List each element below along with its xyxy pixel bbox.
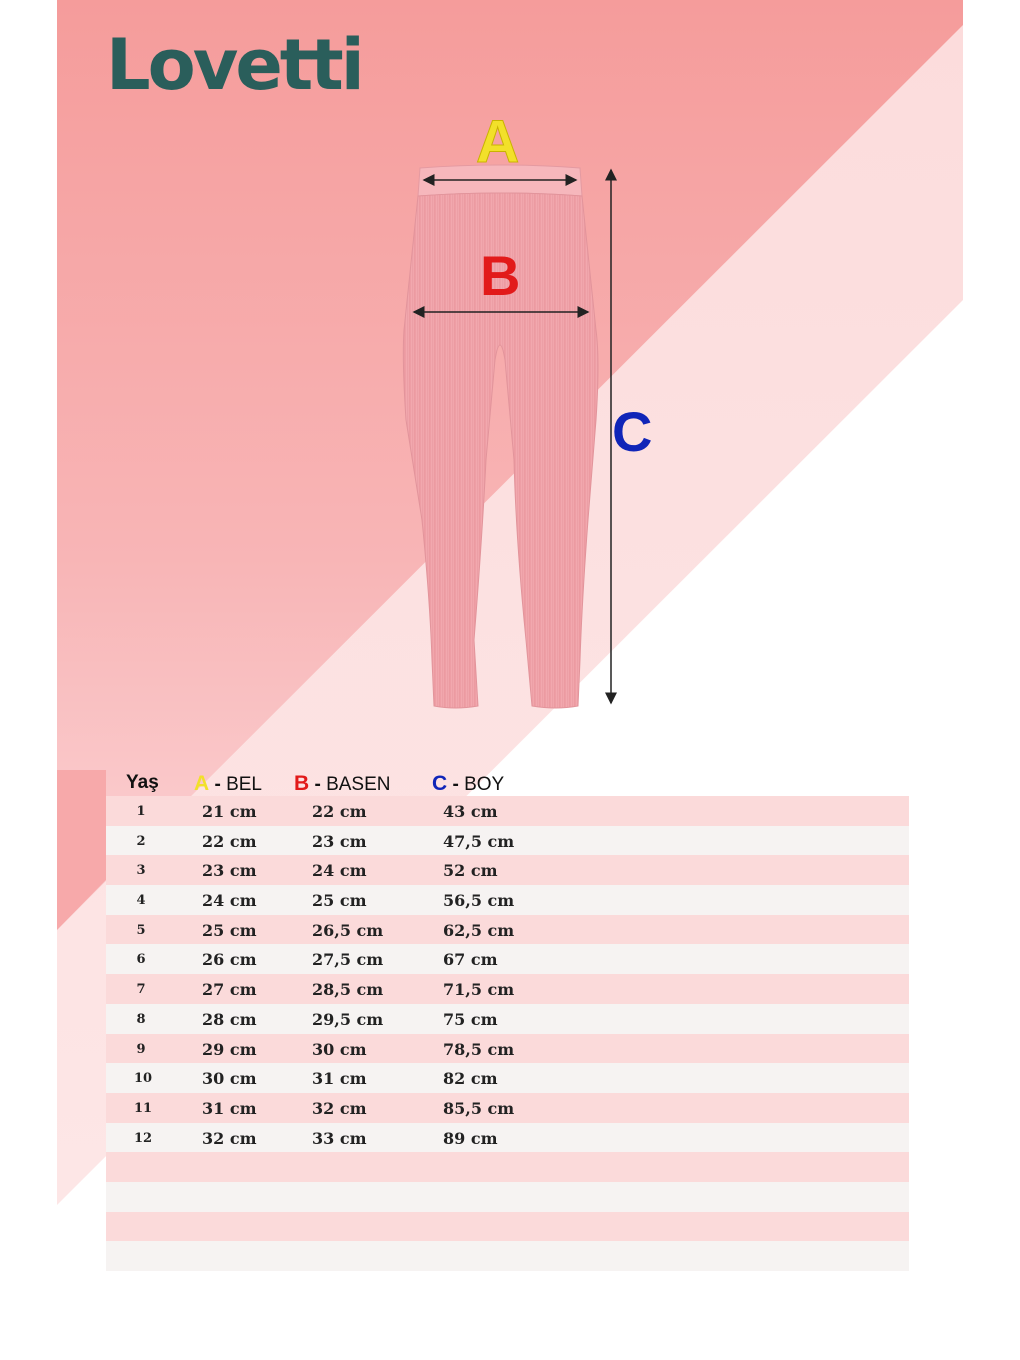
header-hip-sep: - [309, 774, 327, 795]
table-row [106, 1182, 909, 1212]
cell-age: 6 [136, 952, 146, 968]
cell-age: 10 [134, 1071, 153, 1087]
cell-length: 62,5 cm [443, 920, 515, 940]
table-row [106, 1093, 909, 1123]
cell-length: 67 cm [443, 950, 498, 970]
cell-waist: 25 cm [202, 920, 257, 940]
table-row [106, 915, 909, 945]
header-hip [294, 772, 390, 796]
cell-length: 75 cm [443, 1009, 498, 1029]
cell-age: 1 [136, 804, 146, 819]
table-header [106, 768, 909, 796]
cell-waist: 22 cm [202, 831, 257, 851]
cell-age: 3 [136, 863, 146, 879]
cell-age: 8 [136, 1011, 146, 1027]
cell-age: 9 [136, 1041, 146, 1057]
table-row [106, 1063, 909, 1093]
header-hip-letter: B [294, 772, 310, 795]
cell-waist: 29 cm [202, 1039, 257, 1059]
header-length-sep: - [447, 774, 465, 795]
header-waist [194, 772, 262, 796]
cell-hip: 22 cm [312, 802, 367, 821]
header-length-letter: C [432, 772, 448, 795]
label-a: A [476, 108, 520, 175]
label-b: B [480, 244, 521, 307]
cell-waist: 24 cm [202, 891, 257, 911]
table-row [106, 944, 909, 974]
header-waist-sep: - [209, 774, 227, 795]
header-hip-name: BASEN [326, 774, 391, 795]
table-row [106, 974, 909, 1004]
cell-age: 4 [136, 893, 146, 909]
cell-age: 5 [136, 922, 146, 938]
cell-length: 56,5 cm [443, 891, 515, 911]
table-row [106, 826, 909, 856]
cell-hip: 24 cm [312, 861, 367, 881]
table-body [106, 796, 909, 1271]
cell-hip: 25 cm [312, 891, 367, 911]
cell-hip: 32 cm [312, 1098, 367, 1118]
cell-hip: 27,5 cm [312, 950, 384, 970]
brand-logo: Lovetti [106, 24, 362, 106]
cell-hip: 29,5 cm [312, 1009, 384, 1029]
cell-hip: 30 cm [312, 1039, 367, 1059]
cell-waist: 31 cm [202, 1098, 257, 1118]
cell-hip: 33 cm [312, 1128, 367, 1148]
cell-age: 2 [136, 833, 146, 849]
cell-length: 47,5 cm [443, 831, 515, 851]
cell-length: 43 cm [443, 802, 498, 821]
cell-length: 52 cm [443, 861, 498, 881]
cell-age: 7 [136, 982, 146, 998]
cell-waist: 30 cm [202, 1069, 257, 1089]
cell-length: 85,5 cm [443, 1098, 515, 1118]
cell-waist: 27 cm [202, 980, 257, 1000]
size-table [106, 768, 909, 1271]
table-row [106, 1004, 909, 1034]
cell-waist: 23 cm [202, 861, 257, 881]
table-row [106, 885, 909, 915]
header-waist-letter: A [194, 772, 210, 795]
header-length [432, 772, 504, 796]
header-age: Yaş [126, 772, 159, 793]
table-row [106, 1212, 909, 1242]
cell-waist: 26 cm [202, 950, 257, 970]
cell-hip: 23 cm [312, 831, 367, 851]
cell-waist: 32 cm [202, 1128, 257, 1148]
cell-waist: 21 cm [202, 802, 257, 821]
cell-length: 82 cm [443, 1069, 498, 1089]
cell-length: 71,5 cm [443, 980, 515, 1000]
table-row [106, 1241, 909, 1271]
table-row [106, 1123, 909, 1153]
cell-age: 11 [134, 1100, 153, 1116]
header-length-name: BOY [464, 774, 505, 795]
cell-age: 12 [134, 1130, 153, 1146]
cell-hip: 26,5 cm [312, 920, 384, 940]
table-row [106, 855, 909, 885]
table-row [106, 796, 909, 826]
cell-hip: 28,5 cm [312, 980, 384, 1000]
cell-length: 78,5 cm [443, 1039, 515, 1059]
label-c: C [612, 400, 653, 463]
cell-waist: 28 cm [202, 1009, 257, 1029]
cell-length: 89 cm [443, 1128, 498, 1148]
header-waist-name: BEL [226, 774, 262, 795]
cell-hip: 31 cm [312, 1069, 367, 1089]
table-row [106, 1034, 909, 1064]
table-row [106, 1152, 909, 1182]
